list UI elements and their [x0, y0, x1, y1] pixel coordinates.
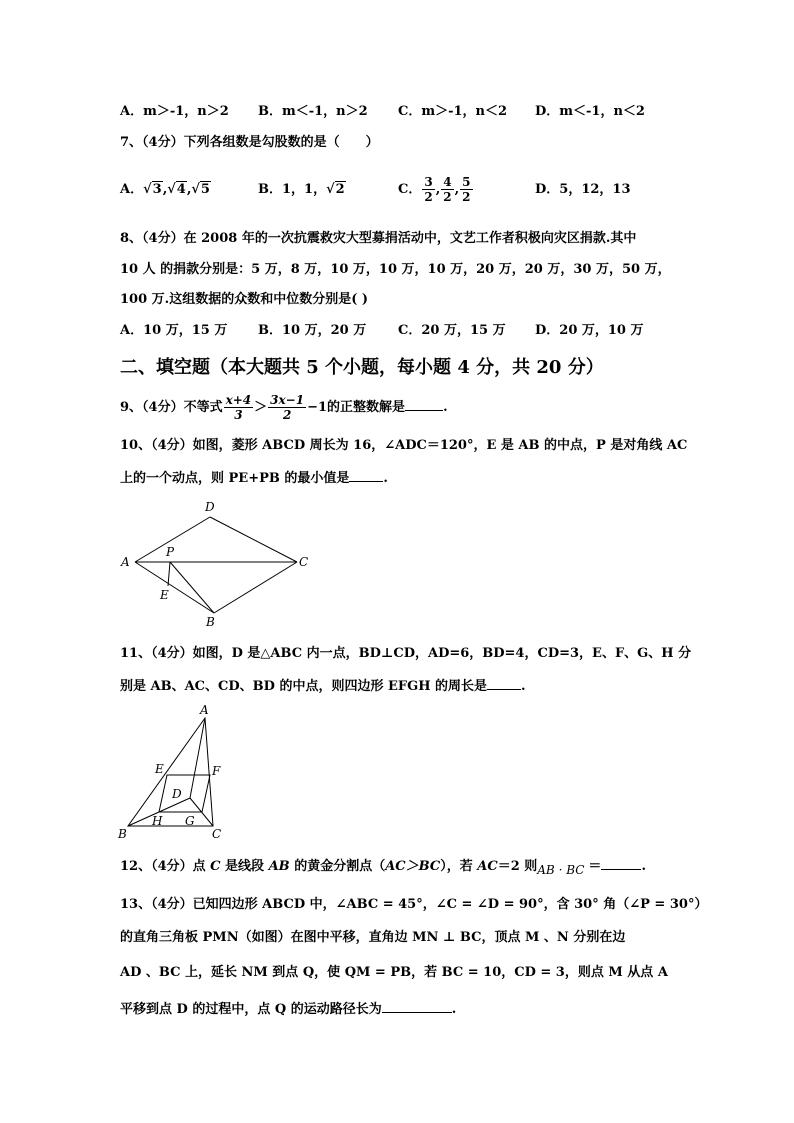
- q13-line-4: 平移到点 D 的过程中，点 Q 的运动路径长为 .: [120, 998, 456, 1020]
- label-a: A: [121, 555, 130, 569]
- label-e: E: [155, 762, 164, 776]
- q13-line-3: AD 、BC 上，延长 NM 到点 Q，使 QM = PB，若 BC = 10，CD = 3，则点 M 从点 A: [120, 965, 668, 980]
- q12: 12、（4分）点 C 是线段 AB 的黄金分割点（AC＞BC），若 AC＝2 则AB · BC ＝ .: [120, 855, 646, 877]
- q10-answer-blank[interactable]: [349, 467, 383, 482]
- q9-minus-one: −1: [307, 400, 328, 415]
- q13-line-2: 的直角三角板 PMN（如图）在图中平移，直角边 MN ⊥ BC，顶点 M 、N 分别在边: [120, 930, 626, 945]
- section-2-title: 二、填空题（本大题共 5 个小题，每小题 4 分，共 20 分）: [120, 357, 604, 378]
- label-f: F: [212, 764, 221, 778]
- label-p: P: [166, 545, 175, 559]
- label-c: C: [299, 555, 309, 569]
- q6-option-b: B．m＜-1，n＞2: [258, 104, 368, 119]
- q7-option-c-label: C．: [398, 182, 422, 197]
- q7-option-d: D．5，12，13: [535, 182, 631, 197]
- q7-option-b: [258, 180, 346, 200]
- q12-expression: AB · BC: [537, 863, 585, 877]
- q8-line-3: 100 万.这组数据的众数和中位数分别是( ): [120, 292, 369, 307]
- q9-prefix: 9、（4分）不等式: [120, 400, 223, 415]
- q8-option-c: C．20 万，15 万: [398, 323, 506, 338]
- q11-line-2: 别是 AB、AC、CD、BD 的中点，则四边形 EFGH 的周长是 .: [120, 675, 526, 697]
- label-b: B: [206, 615, 215, 629]
- q9-gt: ＞: [254, 400, 268, 415]
- q10-rhombus-figure: [110, 495, 330, 630]
- segment-pe: [168, 562, 170, 586]
- label-d: D: [205, 500, 215, 514]
- q9-suffix: 的正整数解是: [327, 400, 406, 415]
- q9-fraction-1: $\frac{x+4}{3}$: [225, 393, 252, 422]
- segment-cb: [214, 562, 297, 613]
- segment-ad: [190, 718, 205, 798]
- label-c: C: [212, 827, 222, 841]
- segment-ba: [135, 562, 214, 613]
- sqrt-2: √2: [326, 182, 345, 197]
- q10-line-1: 10、（4分）如图，菱形 ABCD 周长为 16，∠ADC＝120°，E 是 AB 的中点，P 是对角线 AC: [120, 438, 688, 453]
- quadrilateral-efgh: [159, 775, 210, 812]
- q7-option-b-label: B．1，1，: [258, 182, 327, 197]
- q8-option-d: D．20 万，10 万: [535, 323, 644, 338]
- segment-pb: [170, 562, 214, 613]
- q13-answer-blank[interactable]: [382, 998, 452, 1013]
- label-b: B: [118, 827, 127, 841]
- q10-line-2: 上的一个动点，则 PE+PB 的最小值是 .: [120, 467, 388, 489]
- q7-option-a: A．√3,√4,√5: [120, 180, 211, 200]
- q13-line-1: 13、（4分）已知四边形 ABCD 中，∠ABC = 45°，∠C = ∠D = 90°，含 30° 角（∠P = 30°）: [120, 897, 708, 912]
- q6-option-a: A．m＞-1，n＞2: [120, 104, 229, 119]
- segment-dc: [210, 517, 297, 562]
- q8-option-b: B．10 万，20 万: [258, 323, 367, 338]
- sqrt-3: √3: [143, 182, 162, 197]
- q11-answer-blank[interactable]: [487, 675, 521, 690]
- q6-option-c: C．m＞-1，n＜2: [398, 104, 508, 119]
- label-e: E: [160, 588, 169, 602]
- q8-option-a: A．10 万，15 万: [120, 323, 228, 338]
- frac-4-2: $\frac{4}{2}$: [443, 175, 452, 204]
- q8-line-1: 8、（4分）在 2008 年的一次抗震救灾大型募捐活动中，文艺工作者积极向灾区捐款.其中: [120, 231, 637, 246]
- label-a: A: [200, 703, 209, 717]
- q12-answer-blank[interactable]: [601, 855, 641, 870]
- q6-option-d: D．m＜-1，n＜2: [535, 104, 645, 119]
- sqrt-4: √4: [167, 182, 186, 197]
- q7-option-c: C． $\frac{3}{2}$ , $\frac{4}{2}$ , $\frac{5}{2}$: [398, 175, 471, 204]
- frac-5-2: $\frac{5}{2}$: [462, 175, 471, 204]
- label-h: H: [152, 814, 163, 828]
- q9: 9、（4分）不等式 $\frac{x+4}{3}$ ＞ $\frac{3x-1}{2}$ −1的正整数解是 .: [120, 393, 448, 422]
- q9-fraction-2: $\frac{3x-1}{2}$: [270, 393, 305, 422]
- q11-line-1: 11、（4分）如图，D 是△ABC 内一点，BD⊥CD，AD=6，BD=4，CD=3，E、F、G、H 分: [120, 646, 692, 661]
- q8-line-2: 10 人 的捐款分别是：5 万，8 万，10 万，10 万，10 万，20 万，20 万，30 万，50 万，: [120, 262, 671, 277]
- label-g: G: [185, 814, 195, 828]
- frac-3-2: $\frac{3}{2}$: [424, 175, 433, 204]
- label-d: D: [172, 787, 182, 801]
- q7-stem: 7、（4分）下列各组数是勾股数的是（ ）: [120, 135, 379, 150]
- sqrt-5: √5: [191, 182, 210, 197]
- q11-triangle-figure: [110, 702, 230, 844]
- q9-answer-blank[interactable]: [405, 396, 443, 411]
- q7-option-a-label: A．: [120, 182, 144, 197]
